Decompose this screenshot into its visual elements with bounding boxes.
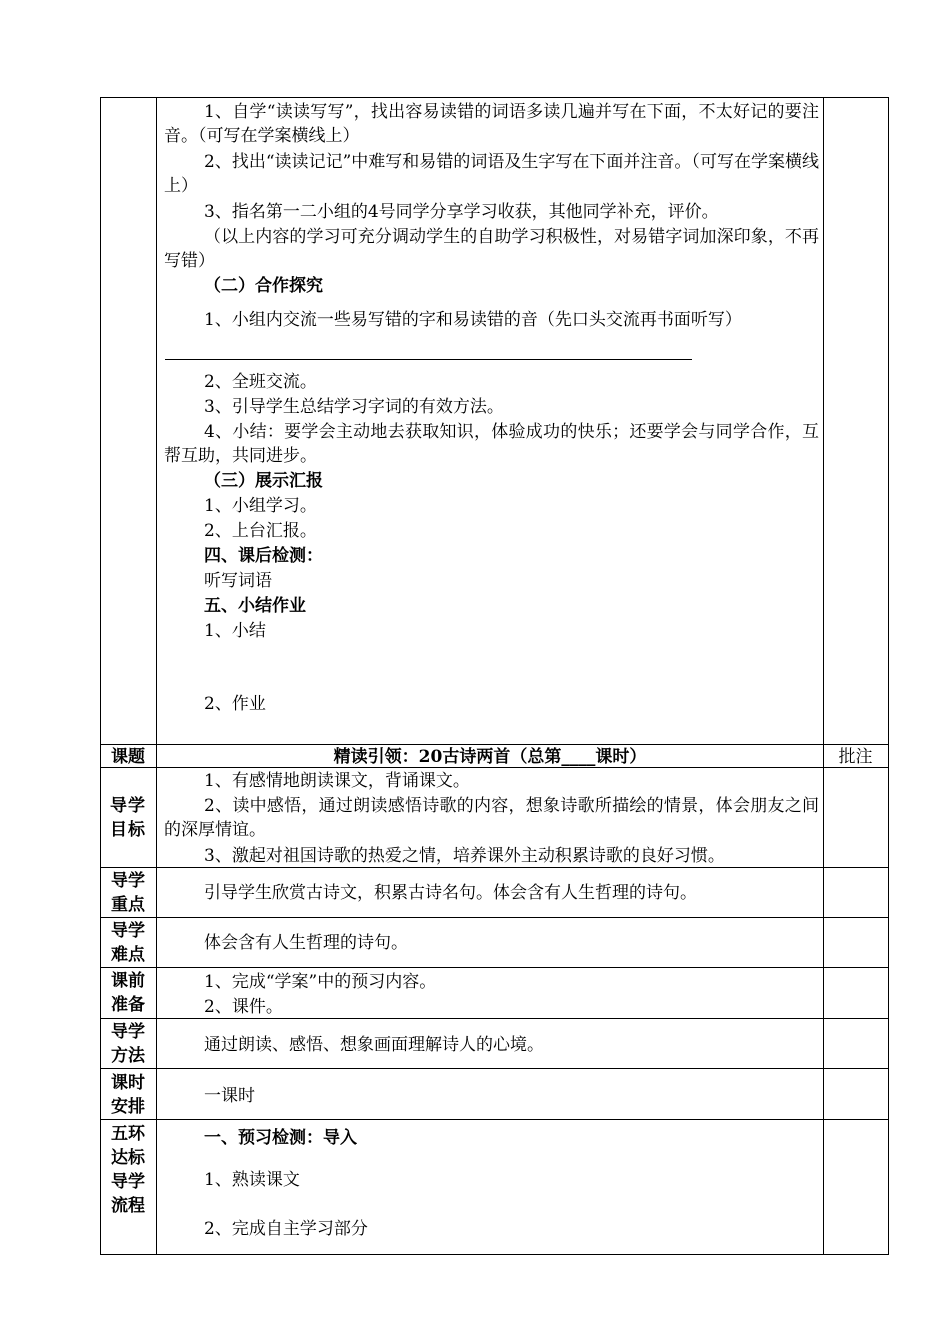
zhanshi-item-2: 2、上台汇报。 <box>204 521 317 541</box>
row-divider-fangfa <box>100 1068 889 1069</box>
zixue-note: （以上内容的学习可充分调动学生的自助学习积极性，对易错字词加深印象，不再写错） <box>164 227 819 271</box>
notes-header: 批注 <box>838 747 873 767</box>
mubiao-item-3: 3、激起对祖国诗歌的热爱之情，培养课外主动积累诗歌的良好习惯。 <box>204 846 725 866</box>
label-mubiao: 导学目标 <box>110 796 146 840</box>
header-label-keti: 课题 <box>111 747 145 767</box>
label-zhunbei: 课前准备 <box>111 971 145 1015</box>
nandian-text: 体会含有人生哲理的诗句。 <box>204 933 408 953</box>
liucheng-item-1: 1、熟读课文 <box>204 1170 300 1190</box>
anpai-text: 一课时 <box>204 1086 255 1106</box>
row-divider-zhongdian <box>100 917 889 918</box>
liucheng-heading: 一、预习检测：导入 <box>204 1128 357 1148</box>
hezuo-item-2: 2、全班交流。 <box>204 372 317 392</box>
table-right-border <box>888 97 889 1255</box>
row-divider-anpai <box>100 1119 889 1120</box>
table-bottom-border <box>100 1254 889 1255</box>
zuoye-heading: 五、小结作业 <box>204 596 306 616</box>
hezuo-item-3: 3、引导学生总结学习字词的有效方法。 <box>204 397 504 417</box>
row-divider-nandian <box>100 967 889 968</box>
label-column-divider <box>156 97 157 1255</box>
hezuo-item-1: 1、小组内交流一些易写错的字和易读错的音（先口头交流再书面听写） <box>204 310 742 330</box>
label-fangfa: 导学方法 <box>111 1022 145 1066</box>
zuoye-item-2: 2、作业 <box>204 694 266 714</box>
jiance-item-1: 听写词语 <box>204 571 272 591</box>
zhanshi-item-1: 1、小组学习。 <box>204 496 317 516</box>
notes-column-divider <box>823 97 824 1255</box>
hezuo-item-4: 4、小结：要学会主动地去获取知识，体验成功的快乐；还要学会与同学合作，互帮互助，共同进步。 <box>164 422 819 466</box>
lesson-title: 精读引领：20古诗两首（总第____课时） <box>333 747 647 767</box>
label-zhongdian: 导学重点 <box>111 871 145 915</box>
hezuo-heading: （二）合作探究 <box>204 276 323 296</box>
fangfa-text: 通过朗读、感悟、想象画面理解诗人的心境。 <box>204 1035 544 1055</box>
zhunbei-item-2: 2、课件。 <box>204 997 283 1017</box>
mubiao-item-1: 1、有感情地朗读课文，背诵课文。 <box>204 771 470 791</box>
answer-underline <box>165 359 692 360</box>
jiance-heading: 四、课后检测： <box>204 546 323 566</box>
label-liucheng: 五环达标导学流程 <box>111 1124 145 1216</box>
zhunbei-item-1: 1、完成“学案”中的预习内容。 <box>204 972 437 992</box>
mubiao-item-2: 2、读中感悟，通过朗读感悟诗歌的内容，想象诗歌所描绘的情景，体会朋友之间的深厚情谊。 <box>164 796 819 840</box>
zhanshi-heading: （三）展示汇报 <box>204 471 323 491</box>
zixue-item-3: 3、指名第一二小组的4号同学分享学习收获，其他同学补充，评价。 <box>204 202 719 222</box>
liucheng-item-2: 2、完成自主学习部分 <box>204 1219 368 1239</box>
zixue-item-1: 1、自学“读读写写”，找出容易读错的词语多读几遍并写在下面，不太好记的要注音。（可写在学案横线上） <box>164 102 819 146</box>
label-nandian: 导学难点 <box>111 921 145 965</box>
zixue-item-2: 2、找出“读读记记”中难写和易错的词语及生字写在下面并注音。（可写在学案横线上） <box>164 152 819 196</box>
label-anpai: 课时安排 <box>111 1073 145 1117</box>
zuoye-item-1: 1、小结 <box>204 621 266 641</box>
zhongdian-text: 引导学生欣赏古诗文，积累古诗名句。体会含有人生哲理的诗句。 <box>204 883 697 903</box>
table-top-border <box>100 97 889 98</box>
